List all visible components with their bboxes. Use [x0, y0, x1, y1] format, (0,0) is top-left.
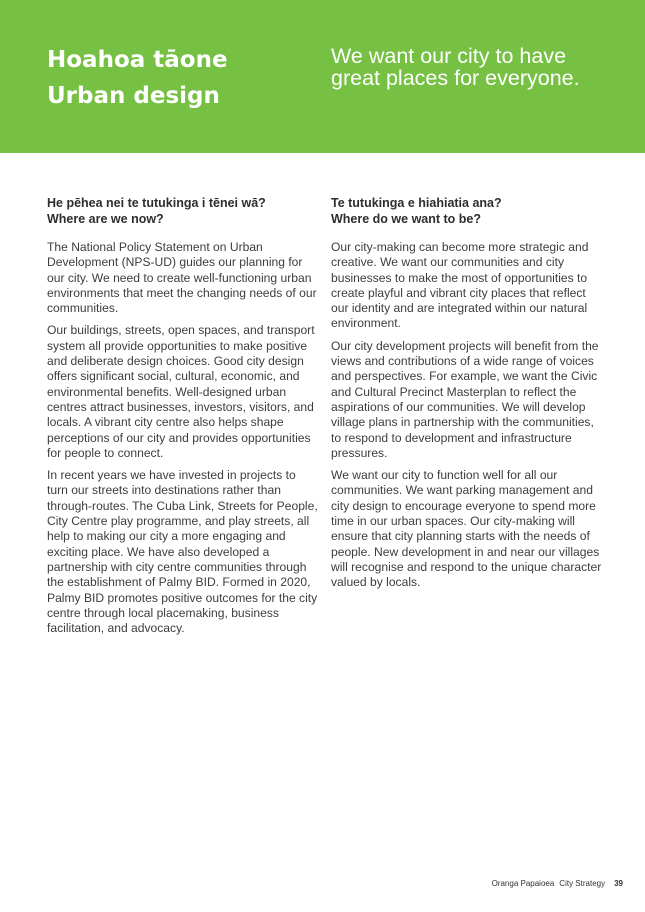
- header-banner: [0, 0, 645, 153]
- right-heading: [331, 195, 603, 227]
- right-heading-maori: Te tutukinga e hiahiatia ana?: [331, 196, 502, 210]
- left-column: [47, 195, 319, 643]
- left-paragraph: In recent years we have invested in projects to turn our streets into destinations rather than through-routes. The Cuba Link, Streets for People, City Centre play programme, and play streets, all help to making our city a more engaging and exciting place. We have also developed a partnership with city centre communities through the establishment of Palmy BID. Formed in 2020, Palmy BID promotes positive outcomes for the city centre through local placemaking, business facilitation, and advocacy.: [47, 468, 318, 636]
- title-maori: Hoahoa tāone: [47, 47, 228, 73]
- right-column: [331, 195, 603, 598]
- right-heading-english: Where do we want to be?: [331, 212, 482, 226]
- left-paragraph: Our buildings, streets, open spaces, and transport system all provide opportunities to make positive and deliberate design choices. Good city design offers significant social, cultural, economic, and environmental benefits. Well-designed urban centres attract businesses, investors, visitors, and locals. A vibrant city centre also helps shape perceptions of our city and provides opportunities for people to connect.: [47, 323, 315, 460]
- right-paragraph: We want our city to function well for all our communities. We want parking management and city design to encourage everyone to spend more time in our urban spaces. Our city-making will ensure that city planning starts with the needs of people. New development in and near our villages will recognise and respond to the unique character valued by locals.: [331, 468, 602, 590]
- left-heading: [47, 195, 319, 227]
- tagline: We want our city to have great places for everyone.: [331, 44, 580, 90]
- right-paragraph: Our city development projects will benefit from the views and contributions of a wide range of voices and perspectives. For example, we want the Civic and Cultural Precinct Masterplan to reflect the aspirations of our communities. We will develop village plans in partnership with the communities, to respond to development and infrastructure pressures.: [331, 338, 599, 460]
- page-number: 39: [614, 879, 623, 888]
- footer-doc-name: Oranga Papaioea: [491, 879, 555, 888]
- left-paragraph: The National Policy Statement on Urban Development (NPS-UD) guides our planning for our city. We need to create well-functioning urban environments that meet the changing needs of our communities.: [47, 240, 317, 316]
- left-heading-maori: He pēhea nei te tutukinga i tēnei wā?: [47, 196, 266, 210]
- left-heading-english: Where are we now?: [47, 212, 164, 226]
- footer-doc-section: City Strategy: [559, 879, 606, 888]
- page-title: [47, 42, 228, 114]
- right-paragraph: Our city-making can become more strategic and creative. We want our communities and city businesses to make the most of opportunities to create playful and vibrant city places that reflect our identity and are integrated within our natural environment.: [331, 240, 589, 331]
- page-footer: [492, 879, 623, 888]
- title-english: Urban design: [47, 83, 220, 109]
